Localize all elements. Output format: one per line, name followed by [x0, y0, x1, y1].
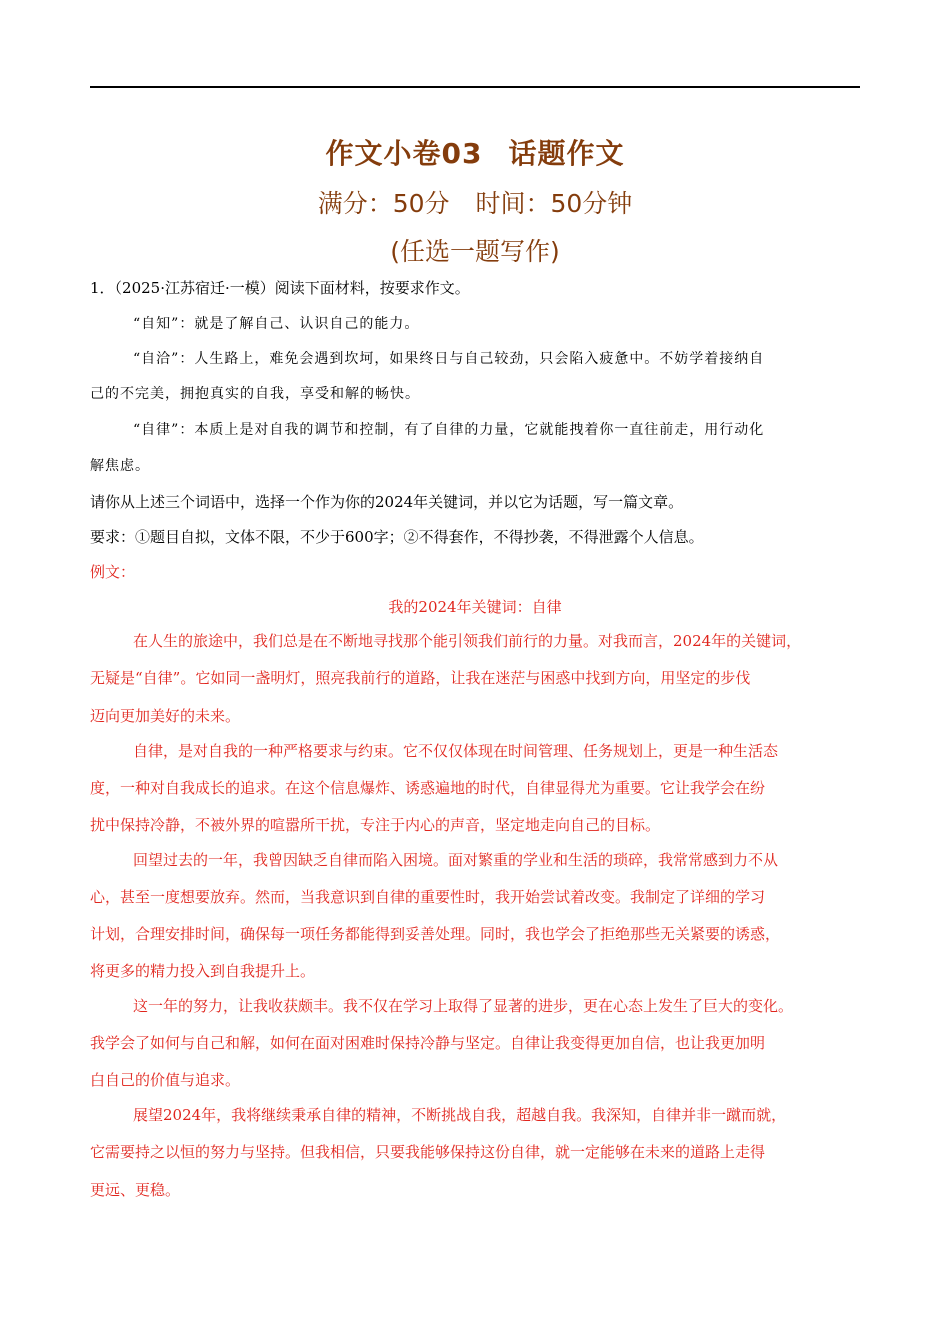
- essay-line: 这一年的努力，让我收获颇丰。我不仅在学习上取得了显著的进步，更在心态上发生了巨大的变化。: [133, 997, 794, 1015]
- page-title: [0, 132, 950, 172]
- essay-line: 回望过去的一年，我曾因缺乏自律而陷入困境。面对繁重的学业和生活的琐碎，我常常感到力不从: [133, 851, 779, 869]
- time-label: 时间：50分钟: [475, 189, 633, 218]
- material-line: “自洽”：人生路上，难免会遇到坎坷，如果终日与自己较劲，只会陷入疲惫中。不妨学着接纳自: [133, 351, 765, 367]
- example-title: 我的2024年关键词：自律: [388, 598, 562, 616]
- instruction: (任选一题写作): [390, 237, 560, 266]
- essay-line: 展望2024年，我将继续秉承自律的精神，不断挑战自我，超越自我。我深知，自律并非一蹴而就，: [133, 1106, 787, 1124]
- essay-line: 白自己的价值与追求。: [90, 1071, 241, 1089]
- essay-line: 计划，合理安排时间，确保每一项任务都能得到妥善处理。同时，我也学会了拒绝那些无关紧要的诱惑，: [90, 925, 781, 943]
- material-line: 己的不完美，拥抱真实的自我，享受和解的畅快。: [90, 386, 420, 402]
- header-rule: [90, 86, 860, 88]
- essay-line: 心，甚至一度想要放弃。然而，当我意识到自律的重要性时，我开始尝试着改变。我制定了详细的学习: [90, 888, 766, 906]
- essay-line: 将更多的精力投入到自我提升上。: [90, 962, 316, 980]
- material-line: “自律”：本质上是对自我的调节和控制，有了自律的力量，它就能拽着你一直往前走，用行动化: [133, 422, 765, 438]
- essay-line: 我学会了如何与自己和解，如何在面对困难时保持冷静与坚定。自律让我变得更加自信，也让我更加明: [90, 1034, 766, 1052]
- essay-line: 度，一种对自我成长的追求。在这个信息爆炸、诱惑遍地的时代，自律显得尤为重要。它让我学会在纷: [90, 779, 766, 797]
- task-text: 请你从上述三个词语中，选择一个作为你的2024年关键词，并以它为话题，写一篇文章。: [90, 493, 684, 511]
- essay-line: 自律，是对自我的一种严格要求与约束。它不仅仅体现在时间管理、任务规划上，更是一种生活态: [133, 742, 779, 760]
- essay-line: 迈向更加美好的未来。: [90, 707, 241, 725]
- title-part-2: 话题作文: [508, 137, 625, 170]
- essay-line: 无疑是“自律”。它如同一盏明灯，照亮我前行的道路，让我在迷茫与困惑中找到方向，用坚定的步伐: [90, 669, 751, 687]
- material-line: 解焦虑。: [90, 458, 150, 474]
- essay-line: 在人生的旅途中，我们总是在不断地寻找那个能引领我们前行的力量。对我而言，2024年的关键词，: [133, 632, 802, 650]
- score-time-line: [0, 184, 950, 220]
- material-line: “自知”：就是了解自己、认识自己的能力。: [133, 316, 420, 332]
- essay-line: 更远、更稳。: [90, 1181, 181, 1199]
- requirement-text: 要求：①题目自拟，文体不限，不少于600字；②不得套作，不得抄袭，不得泄露个人信息。: [90, 528, 704, 546]
- essay-line: 扰中保持冷静，不被外界的喧嚣所干扰，专注于内心的声音，坚定地走向自己的目标。: [90, 816, 661, 834]
- essay-line: 它需要持之以恒的努力与坚持。但我相信，只要我能够保持这份自律，就一定能够在未来的道路上走得: [90, 1143, 766, 1161]
- question-stem: 1．（2025·江苏宿迁·一模）阅读下面材料，按要求作文。: [90, 279, 470, 297]
- score-label: 满分：50分: [317, 189, 450, 218]
- title-part-1: 作文小卷03: [325, 137, 483, 170]
- example-label: 例文：: [90, 563, 136, 581]
